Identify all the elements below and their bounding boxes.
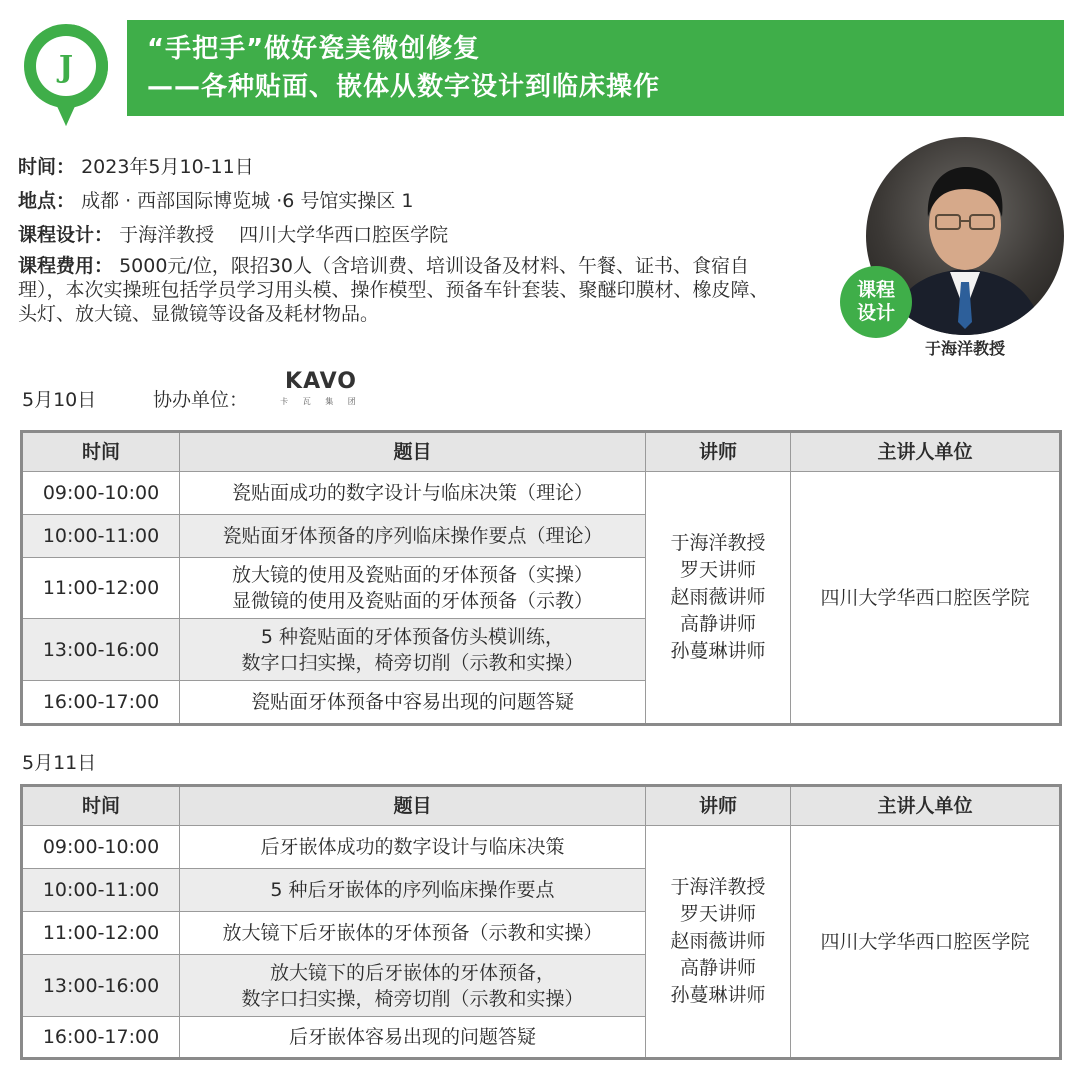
- fee-value: 5000元/位，限招30人（含培训费、培训设备及材料、午餐、证书、食宿自理），本次实操班包括学员学习用头模、操作模型、预备车针套装、聚醚印膜材、橡皮障、头灯、放大镜、显微镜等设备及耗材物品。: [18, 255, 769, 325]
- subject-cell: [180, 515, 646, 558]
- time-row: [18, 150, 818, 184]
- title-line-2: ——各种贴面、嵌体从数字设计到临床操作: [147, 72, 661, 102]
- time-cell: 10:00-11:00: [22, 869, 180, 912]
- time-label: 时间：: [18, 156, 76, 178]
- time-value: 2023年5月10-11日: [81, 156, 254, 178]
- table-row: [22, 826, 1061, 869]
- time-cell: 16:00-17:00: [22, 681, 180, 725]
- table-row: [22, 472, 1061, 515]
- lecturer-cell: [646, 826, 791, 1059]
- lecturer-name: 赵雨薇讲师: [670, 586, 766, 608]
- title-bar: [127, 20, 1064, 116]
- time-cell: 11:00-12:00: [22, 912, 180, 955]
- time-cell: 16:00-17:00: [22, 1017, 180, 1059]
- course-design-tag: [840, 266, 912, 338]
- day2-date: 5月11日: [22, 752, 97, 774]
- header-unit: 主讲人单位: [791, 786, 1061, 826]
- subject-line: 瓷贴面牙体预备的序列临床操作要点（理论）: [222, 525, 603, 547]
- unit-cell: 四川大学华西口腔医学院: [791, 472, 1061, 725]
- subject-line: 后牙嵌体成功的数字设计与临床决策: [260, 836, 565, 858]
- subject-cell: [180, 1017, 646, 1059]
- course-tag-line-2: 设计: [856, 302, 895, 324]
- course-info: [18, 150, 818, 326]
- lecturer-name: 于海洋教授: [670, 532, 766, 554]
- subject-cell: [180, 912, 646, 955]
- table-header-row: [22, 786, 1061, 826]
- subject-line: 瓷贴面成功的数字设计与临床决策（理论）: [231, 482, 593, 504]
- place-value: 成都 · 西部国际博览城 ·6 号馆实操区 1: [81, 190, 414, 212]
- header-subject: 题目: [180, 432, 646, 472]
- header-subject: 题目: [180, 786, 646, 826]
- subject-cell: [180, 472, 646, 515]
- day1-schedule-table: [20, 430, 1062, 726]
- lecturer-name: 孙蔓琳讲师: [670, 984, 766, 1006]
- kavo-logo-text: KAVO: [285, 369, 357, 394]
- design-label: 课程设计：: [18, 224, 114, 246]
- header-time: 时间: [22, 786, 180, 826]
- day2-schedule-table: [20, 784, 1062, 1060]
- subject-line: 后牙嵌体容易出现的问题答疑: [288, 1026, 536, 1048]
- time-cell: 11:00-12:00: [22, 558, 180, 619]
- co-organizer-label: 协办单位：: [153, 389, 249, 411]
- time-cell: 13:00-16:00: [22, 619, 180, 681]
- subject-cell: [180, 558, 646, 619]
- lecturer-name: 罗天讲师: [679, 559, 756, 581]
- subject-line: 瓷贴面牙体预备中容易出现的问题答疑: [250, 691, 574, 713]
- fee-row: [18, 254, 778, 326]
- day1-date: 5月10日: [22, 389, 97, 411]
- lecturer-name: 赵雨薇讲师: [670, 930, 766, 952]
- lecturer-name: 高静讲师: [679, 613, 756, 635]
- time-cell: 09:00-10:00: [22, 826, 180, 869]
- place-label: 地点：: [18, 190, 76, 212]
- subject-cell: [180, 955, 646, 1017]
- subject-line: 放大镜下后牙嵌体的牙体预备（示教和实操）: [222, 922, 603, 944]
- subject-line: 5 种后牙嵌体的序列临床操作要点: [270, 879, 555, 901]
- subject-line: 放大镜下的后牙嵌体的牙体预备，: [269, 961, 555, 984]
- header-time: 时间: [22, 432, 180, 472]
- time-cell: 09:00-10:00: [22, 472, 180, 515]
- time-cell: 13:00-16:00: [22, 955, 180, 1017]
- subject-line: 数字口扫实操，椅旁切削（示教和实操）: [241, 987, 584, 1010]
- subject-line: 5 种瓷贴面的牙体预备仿头模训练，: [260, 625, 565, 648]
- portrait-caption: 于海洋教授: [924, 339, 1005, 358]
- design-row: [18, 218, 818, 252]
- kavo-logo: [278, 366, 364, 410]
- subject-cell: [180, 619, 646, 681]
- place-row: [18, 184, 818, 218]
- lecturer-name: 罗天讲师: [679, 903, 756, 925]
- unit-cell: 四川大学华西口腔医学院: [791, 826, 1061, 1059]
- fee-label: 课程费用：: [18, 255, 114, 277]
- header-unit: 主讲人单位: [791, 432, 1061, 472]
- subject-cell: [180, 869, 646, 912]
- header-lecturer: 讲师: [646, 786, 791, 826]
- lecturer-cell: [646, 472, 791, 725]
- header-lecturer: 讲师: [646, 432, 791, 472]
- subject-cell: [180, 681, 646, 725]
- design-value: 于海洋教授 四川大学华西口腔医学院: [119, 224, 449, 246]
- subject-line: 放大镜的使用及瓷贴面的牙体预备（实操）: [231, 564, 593, 586]
- course-tag-line-1: 课程: [856, 279, 895, 301]
- lecturer-name: 于海洋教授: [670, 876, 766, 898]
- lecturer-name: 高静讲师: [679, 957, 756, 979]
- kavo-logo-subtext: 卡 瓦 集 团: [280, 397, 362, 406]
- title-line-1: “手把手”做好瓷美微创修复: [147, 34, 481, 64]
- subject-line: 数字口扫实操，椅旁切削（示教和实操）: [241, 651, 584, 674]
- time-cell: 10:00-11:00: [22, 515, 180, 558]
- speech-bubble-badge-icon: [20, 20, 112, 130]
- badge-letter: J: [58, 50, 74, 85]
- table-header-row: [22, 432, 1061, 472]
- subject-cell: [180, 826, 646, 869]
- lecturer-name: 孙蔓琳讲师: [670, 640, 766, 662]
- subject-line: 显微镜的使用及瓷贴面的牙体预备（示教）: [231, 590, 593, 612]
